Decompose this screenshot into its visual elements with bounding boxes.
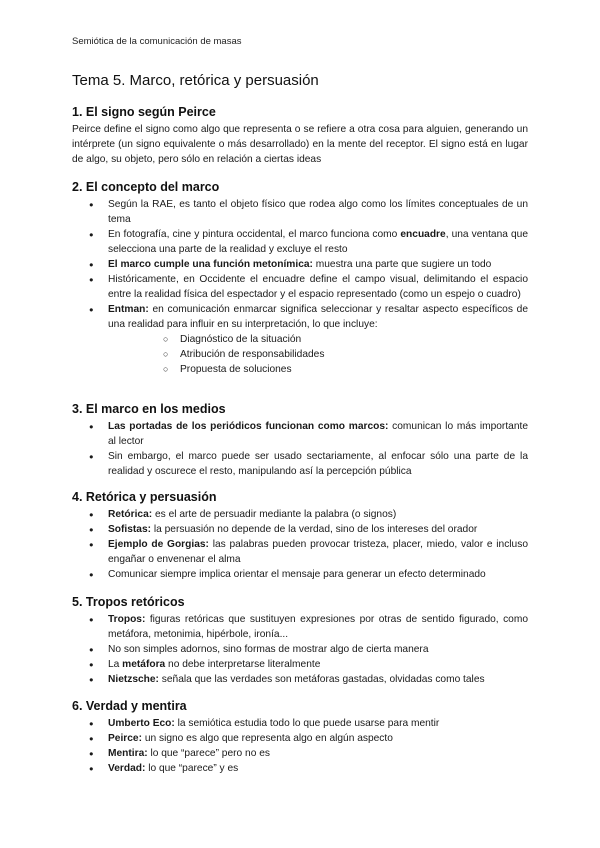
bullet-list [72, 612, 528, 687]
list-item: ● No son simples adornos, sino formas de mostrar algo de cierta manera [72, 642, 528, 657]
list-item: ● Nietzsche: señala que las verdades son metáforas gastadas, olvidadas como tales [72, 672, 528, 687]
sub-list-item: ○ Propuesta de soluciones [108, 362, 528, 377]
bullet-list [72, 197, 528, 377]
list-item: ● Umberto Eco: la semiótica estudia todo lo que puede usarse para mentir [72, 716, 528, 731]
list-item: ● Verdad: lo que “parece” y es [72, 761, 528, 776]
section-peirce-sign [72, 104, 528, 167]
section-heading: 3. El marco en los medios [72, 402, 226, 416]
list-item: ● Sofistas: la persuasión no depende de la verdad, sino de los intereses del orador [72, 522, 528, 537]
bullet-list [72, 716, 528, 776]
list-item: ● Sin embargo, el marco puede ser usado sectariamente, al enfocar sólo una parte de la realidad y oscurece el resto, manipulando así la percepción pública [72, 449, 528, 479]
list-item: ● Históricamente, en Occidente el encuadre define el campo visual, delimitando el espacio entre la realidad física del espectador y el espacio representado (como un espejo o cuadro) [72, 272, 528, 302]
sub-list-item: ○ Diagnóstico de la situación [108, 332, 528, 347]
list-item: ● El marco cumple una función metonímica: muestra una parte que sugiere un todo [72, 257, 528, 272]
section-heading: 4. Retórica y persuasión [72, 490, 217, 504]
section-rhetoric [72, 489, 528, 582]
list-item: ● Las portadas de los periódicos funcionan como marcos: comunican lo más importante al lector [72, 419, 528, 449]
list-item: ● Mentira: lo que “parece” pero no es [72, 746, 528, 761]
bullet-list [72, 507, 528, 582]
list-item: ● Según la RAE, es tanto el objeto físico que rodea algo como los límites conceptuales de un tema [72, 197, 528, 227]
section-tropes [72, 594, 528, 687]
sub-list-item: ○ Atribución de responsabilidades [108, 347, 528, 362]
list-item: ● Comunicar siempre implica orientar el mensaje para generar un efecto determinado [72, 567, 528, 582]
section-heading: 1. El signo según Peirce [72, 105, 216, 119]
section-heading: 5. Tropos retóricos [72, 595, 185, 609]
list-item: ● Entman: en comunicación enmarcar significa seleccionar y resaltar aspecto específicos de una realidad para influir en su interpretación, lo que incluye: ○ Diagnóstico de la situación ○ Atribución de responsabilidades ○ Propuesta de soluciones [72, 302, 528, 377]
section-paragraph: Peirce define el signo como algo que representa o se refiere a otra cosa para alguien, generando un intérprete (un signo equivalente o más desarrollado) en la mente del receptor. El signo está en lugar de algo, su objeto, pero sólo en relación a ciertas ideas [72, 124, 528, 165]
bullet-list [72, 419, 528, 479]
list-item: ● La metáfora no debe interpretarse literalmente [72, 657, 528, 672]
page-title: Tema 5. Marco, retórica y persuasión [72, 72, 319, 89]
list-item: ● En fotografía, cine y pintura occidental, el marco funciona como encuadre, una ventana que selecciona una parte de la realidad y excluye el resto [72, 227, 528, 257]
list-item: ● Ejemplo de Gorgias: las palabras pueden provocar tristeza, placer, miedo, valor e incluso engañar o envenenar el alma [72, 537, 528, 567]
section-frame-media [72, 401, 528, 479]
section-frame-concept [72, 179, 528, 377]
list-item: ● Peirce: un signo es algo que representa algo en algún aspecto [72, 731, 528, 746]
section-heading: 2. El concepto del marco [72, 180, 220, 194]
section-truth-lie [72, 698, 528, 776]
list-item: ● Retórica: es el arte de persuadir mediante la palabra (o signos) [72, 507, 528, 522]
section-heading: 6. Verdad y mentira [72, 699, 187, 713]
sub-bullet-list [108, 332, 528, 377]
list-item: ● Tropos: figuras retóricas que sustituyen expresiones por otras de sentido figurado, como metáfora, metonimia, hipérbole, ironía... [72, 612, 528, 642]
page-header: Semiótica de la comunicación de masas [72, 36, 242, 47]
